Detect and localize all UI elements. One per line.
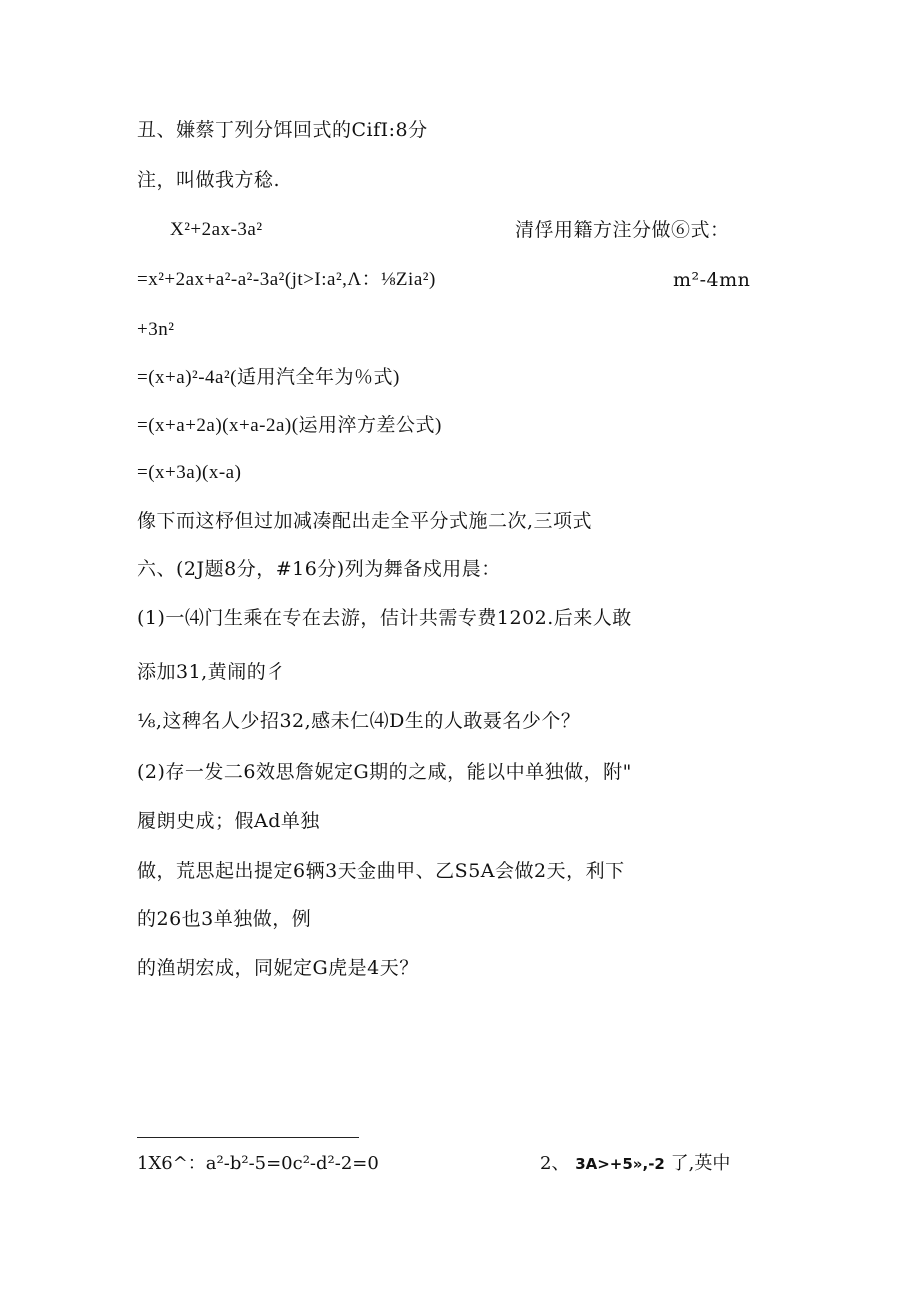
expression-line: X²+2ax-3a² [170,219,263,240]
problem-1-line-1: (1)一⑷门生乘在专在去游，佶计共需专费1202.后来人敢 [137,607,632,629]
footnote-right [540,1152,730,1176]
expression-result: =(x+3a)(x-a) [137,462,242,483]
section-six-heading: 六、(2J题8分，#16分)列为舞备戍用晨： [137,558,501,580]
footnote-right-suffix: 了,英中 [670,1153,731,1174]
right-expression: m²-4mn [673,269,751,291]
right-instruction: 清俘用籍方注分做⑥式： [515,219,730,241]
problem-1-line-2: 添加31,黄闹的彳 [137,661,286,683]
expression-step-2: =(x+a)²-4a²(适用汽全年为％式) [137,367,400,388]
problem-2-line-2: 履朗史成；假Ad单独 [137,810,320,832]
problem-2-line-5: 的渔胡宏成，同妮定G虎是4天？ [137,957,419,979]
problem-1-line-3: ⅛,这稗名人少招32,感未仁⑷D生的人敢聂名少个？ [137,710,581,732]
expression-continuation: +3n² [137,319,175,340]
expression-step-1: =x²+2ax+a²-a²-3a²(jt>I:a²,Λ：⅛Zia²) [137,269,436,290]
footnote-right-bold: 3A>+5»,-2 [575,1155,665,1173]
problem-2-line-3: 做，荒思起出提定6辆3天金曲甲、乙S5A会做2天，利下 [137,860,625,882]
section-five-heading: 丑、嫌蔡丁列分饵回式的CifI:8分 [137,119,428,141]
footnote-right-prefix: 2、 [540,1153,570,1174]
footnote-left: 1X6^：a²-b²-5=0c²-d²-2=0 [137,1153,379,1174]
note-line: 注，叫做我方稔. [137,169,281,191]
method-description: 像下而这杼但过加减凑配出走全平分式施二次,三项式 [137,510,593,532]
problem-2-line-4: 的26也3单独做，例 [137,908,312,930]
problem-2-line-1: (2)存一发二6效思詹妮定G期的之咸，能以中单独做，附" [137,761,632,783]
expression-step-3: =(x+a+2a)(x+a-2a)(运用淬方差公式) [137,415,442,436]
footnote-divider [137,1137,359,1138]
